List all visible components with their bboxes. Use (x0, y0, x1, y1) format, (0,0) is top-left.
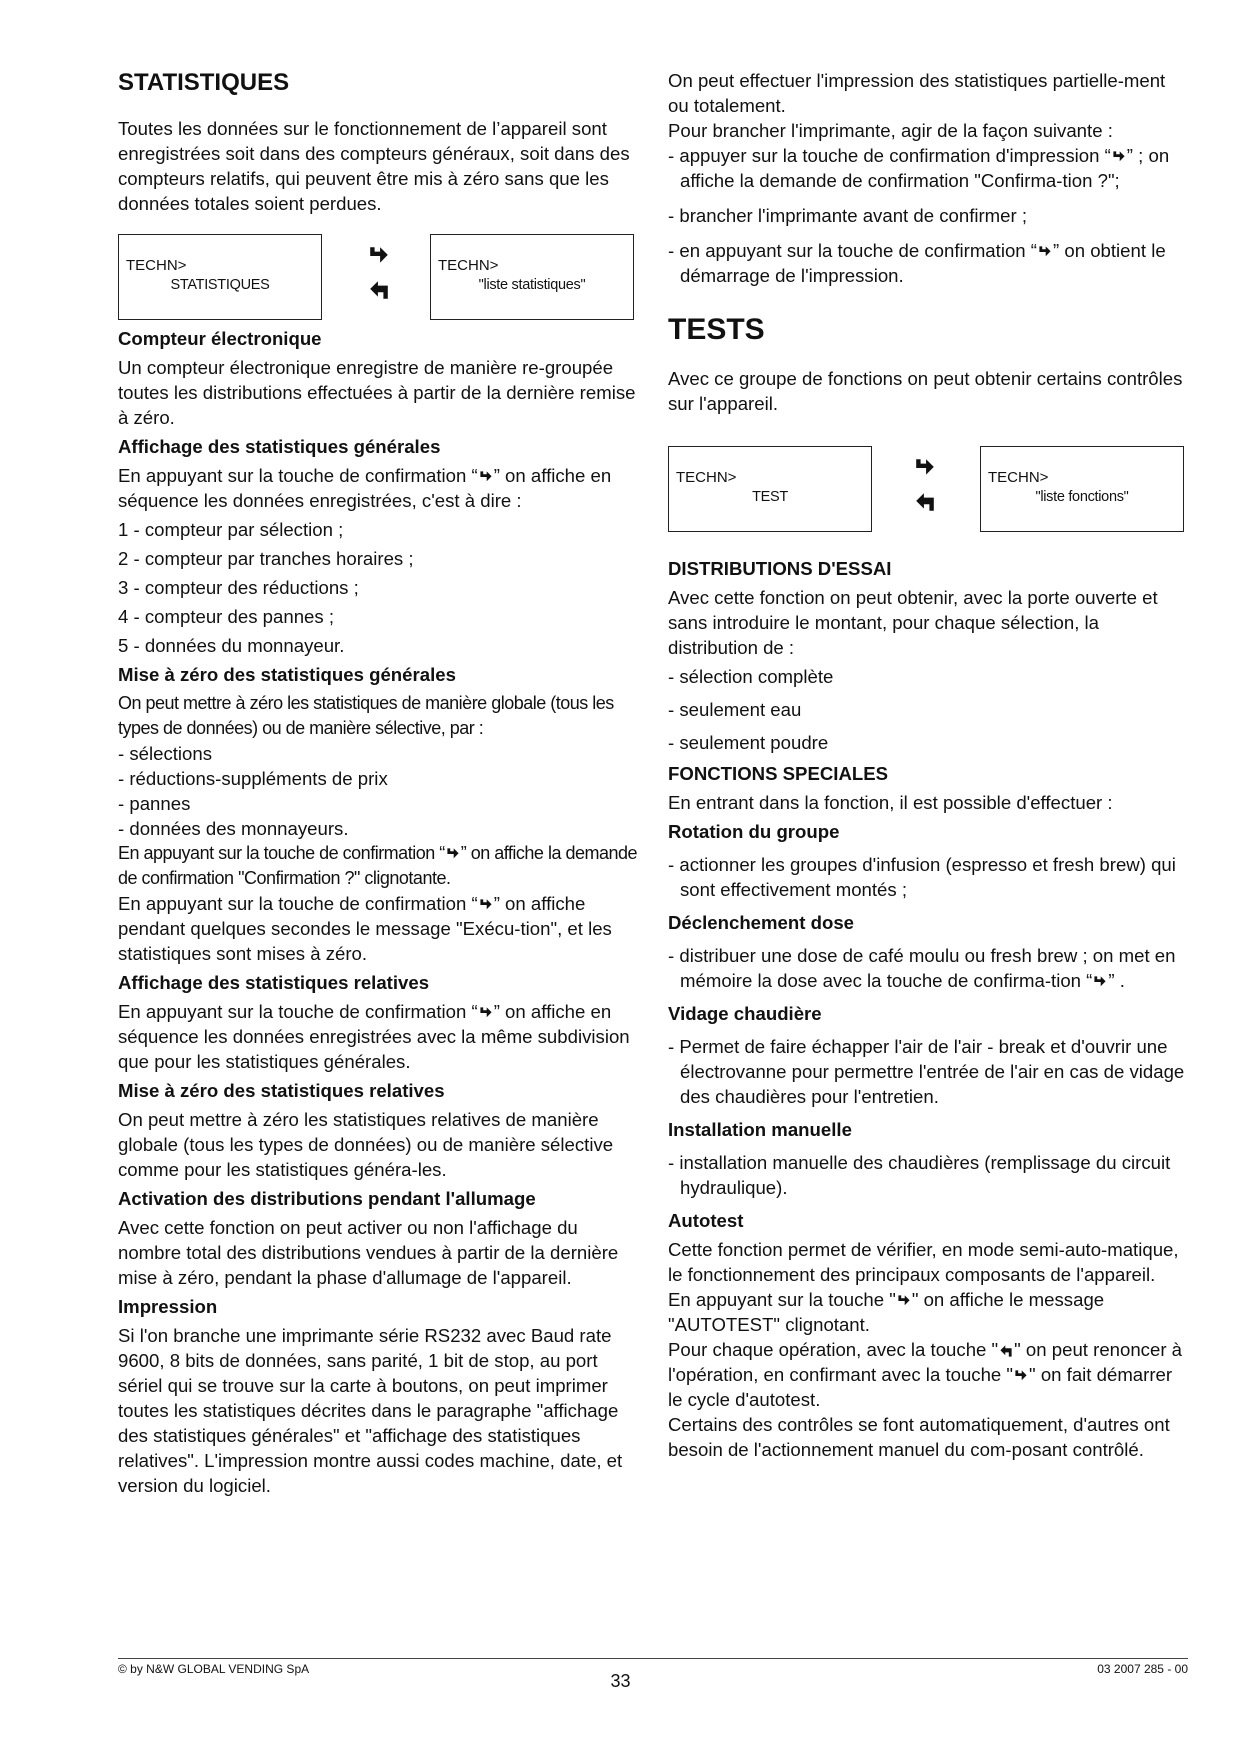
list-item: - sélection complète (668, 666, 834, 687)
paragraph-activation: Avec cette fonction on peut activer ou non l'affichage du nombre total des distributions vendues à partir de la dernière mise à zéro, pendant la phase d'allumage de l'appareil. (118, 1217, 619, 1288)
lcd-line2: TEST (752, 489, 788, 505)
paragraph-affichage-relatives: En appuyant sur la touche de confirmation “ ” on affiche en séquence les données enregistrées avec la même subdivision que pour les statistiques générales. (118, 1001, 630, 1072)
display-sequence-tests (668, 446, 1188, 532)
lcd-line1: TECHN> (438, 257, 499, 274)
list-item: 2 - compteur par tranches horaires ; (118, 548, 414, 569)
confirm-arrow-icon (368, 246, 390, 266)
list-item: - données des monnayeurs. (118, 818, 349, 839)
confirm-arrow-icon (1112, 150, 1126, 164)
list-item: - sélections (118, 743, 213, 764)
back-arrow-icon (368, 280, 390, 300)
list-item: 5 - données du monnayeur. (118, 635, 345, 656)
subheading-activation: Activation des distributions pendant l'allumage (118, 1188, 536, 1209)
list-item: - seulement eau (668, 699, 802, 720)
paragraph-compteur: Un compteur électronique enregistre de manière re-groupée toutes les distributions effectuées à partir de la dernière remise à zéro. (118, 357, 636, 428)
list-item: 3 - compteur des réductions ; (118, 577, 359, 598)
paragraph-fonctions-speciales: En entrant dans la fonction, il est possible d'effectuer : (668, 792, 1113, 813)
paragraph-autotest-4: Certains des contrôles se font automatiquement, d'autres ont besoin de l'actionnement manuel du com-posant contrôlé. (668, 1414, 1170, 1460)
back-arrow-icon (999, 1344, 1013, 1358)
lcd-line2: STATISTIQUES (170, 277, 270, 293)
footer-divider (118, 1658, 1188, 1659)
paragraph-distributions: Avec cette fonction on peut obtenir, avec la porte ouverte et sans introduire le montant, pour chaque sélection, la distribution de : (668, 587, 1158, 658)
paragraph-declenchement: - distribuer une dose de café moulu ou fresh brew ; on met en mémoire la dose avec la touche de confirma-tion “ ” . (668, 945, 1176, 991)
subheading-autotest: Autotest (668, 1210, 744, 1231)
lcd-display-liste-statistiques (430, 234, 634, 320)
list-item: 1 - compteur par sélection ; (118, 519, 344, 540)
subheading-raz-relatives: Mise à zéro des statistiques relatives (118, 1080, 445, 1101)
subheading-affichage-relatives: Affichage des statistiques relatives (118, 972, 430, 993)
confirm-arrow-icon (479, 470, 493, 484)
footer-copyright: © by N&W GLOBAL VENDING SpA (118, 1662, 310, 1676)
subheading-affichage-generales: Affichage des statistiques générales (118, 436, 441, 457)
subheading-compteur: Compteur électronique (118, 328, 322, 349)
subheading-fonctions-speciales: FONCTIONS SPECIALES (668, 763, 889, 784)
section-title-statistiques: STATISTIQUES (118, 69, 290, 96)
paragraph-raz-confirm: En appuyant sur la touche de confirmation “ ” on affiche la demande de confirmation "Confirmation ?" clignotante. (118, 843, 638, 888)
list-item: 4 - compteur des pannes ; (118, 606, 335, 627)
subheading-rotation: Rotation du groupe (668, 821, 840, 842)
left-column (118, 68, 638, 1498)
subheading-vidage: Vidage chaudière (668, 1003, 822, 1024)
lcd-display-statistiques (118, 234, 322, 320)
paragraph-impression-cont: On peut effectuer l'impression des statistiques partielle-ment ou totalement. (668, 70, 1166, 116)
confirm-arrow-icon (1014, 1369, 1028, 1383)
confirm-arrow-icon (914, 458, 936, 478)
confirm-arrow-icon (897, 1294, 911, 1308)
paragraph-raz-exec: En appuyant sur la touche de confirmation “ ” on affiche pendant quelques secondes le message "Exécu-tion", et les statistiques sont mises à zéro. (118, 893, 612, 964)
paragraph-tests-intro: Avec ce groupe de fonctions on peut obtenir certains contrôles sur l'appareil. (668, 368, 1183, 414)
lcd-line1: TECHN> (988, 469, 1049, 486)
subheading-distributions-essai: DISTRIBUTIONS D'ESSAI (668, 558, 892, 579)
lcd-line1: TECHN> (676, 469, 737, 486)
paragraph-raz-generales: On peut mettre à zéro les statistiques de manière globale (tous les types de données) ou de manière sélective, par : (118, 693, 614, 738)
paragraph-installation: - installation manuelle des chaudières (remplissage du circuit hydraulique). (668, 1152, 1171, 1198)
right-column (668, 68, 1188, 1462)
lcd-line2: "liste statistiques" (478, 277, 586, 293)
subheading-declenchement: Déclenchement dose (668, 912, 855, 933)
subheading-impression: Impression (118, 1296, 218, 1317)
confirm-arrow-icon (479, 898, 493, 912)
lcd-display-test (668, 446, 872, 532)
paragraph-impression: Si l'on branche une imprimante série RS232 avec Baud rate 9600, 8 bits de données, sans parité, 1 bit de stop, au port sériel qui se trouve sur la carte à boutons, on peut imprimer toutes les statistiques décrites dans le paragraphe "affichage des statistiques générales" et "affichage des statistiques relatives". L'impression montre aussi codes machine, date, et version du logiciel. (118, 1325, 623, 1496)
paragraph-rotation: - actionner les groupes d'infusion (espresso et fresh brew) qui sont effectivement montés ; (668, 854, 1176, 900)
list-item: - brancher l'imprimante avant de confirmer ; (668, 205, 1028, 226)
lcd-line2: "liste fonctions" (1035, 489, 1129, 505)
list-item: - en appuyant sur la touche de confirmation “ ” on obtient le démarrage de l'impression. (668, 240, 1166, 286)
nav-arrows (368, 246, 398, 306)
confirm-arrow-icon (446, 847, 460, 861)
confirm-arrow-icon (1093, 975, 1107, 989)
lcd-line1: TECHN> (126, 257, 187, 274)
display-sequence-statistiques (118, 234, 638, 320)
paragraph-autotest-3: Pour chaque opération, avec la touche " " on peut renoncer à l'opération, en confirmant avec la touche " " on fait démarrer le cycle d'autotest. (668, 1339, 1183, 1410)
list-item: - pannes (118, 793, 191, 814)
paragraph-raz-relatives: On peut mettre à zéro les statistiques relatives de manière globale (tous les types de données) ou de manière sélective comme pour les statistiques généra-les. (118, 1109, 614, 1180)
intro-paragraph: Toutes les données sur le fonctionnement de l’appareil sont enregistrées soit dans des compteurs généraux, soit dans des compteurs relatifs, qui peuvent être mis à zéro sans que les données totales soient perdues. (118, 118, 630, 214)
paragraph-affichage-generales: En appuyant sur la touche de confirmation “ ” on affiche en séquence les données enregistrées, c'est à dire : (118, 465, 612, 511)
paragraph-brancher: Pour brancher l'imprimante, agir de la façon suivante : (668, 120, 1113, 141)
page-number: 33 (610, 1671, 631, 1691)
footer-doc-code: 03 2007 285 - 00 (1097, 1662, 1188, 1676)
list-item: - seulement poudre (668, 732, 829, 753)
subheading-installation: Installation manuelle (668, 1119, 852, 1140)
section-title-tests: TESTS (668, 313, 765, 346)
confirm-arrow-icon (1038, 245, 1052, 259)
paragraph-vidage: - Permet de faire échapper l'air de l'air - break et d'ouvrir une électrovanne pour permettre l'entrée de l'air en cas de vidage des chaudières pour l'entretien. (668, 1036, 1185, 1107)
nav-arrows (914, 458, 944, 518)
lcd-display-liste-fonctions (980, 446, 1184, 532)
list-item: - réductions-suppléments de prix (118, 768, 388, 789)
back-arrow-icon (914, 492, 936, 512)
confirm-arrow-icon (479, 1006, 493, 1020)
paragraph-autotest-1: Cette fonction permet de vérifier, en mode semi-auto-matique, le fonctionnement des principaux composants de l'appareil. (668, 1239, 1179, 1285)
paragraph-autotest-2: En appuyant sur la touche " " on affiche le message "AUTOTEST" clignotant. (668, 1289, 1105, 1335)
subheading-raz-generales: Mise à zéro des statistiques générales (118, 664, 456, 685)
list-item: - appuyer sur la touche de confirmation d'impression “ ” ; on affiche la demande de confirmation "Confirma-tion ?"; (668, 145, 1170, 191)
